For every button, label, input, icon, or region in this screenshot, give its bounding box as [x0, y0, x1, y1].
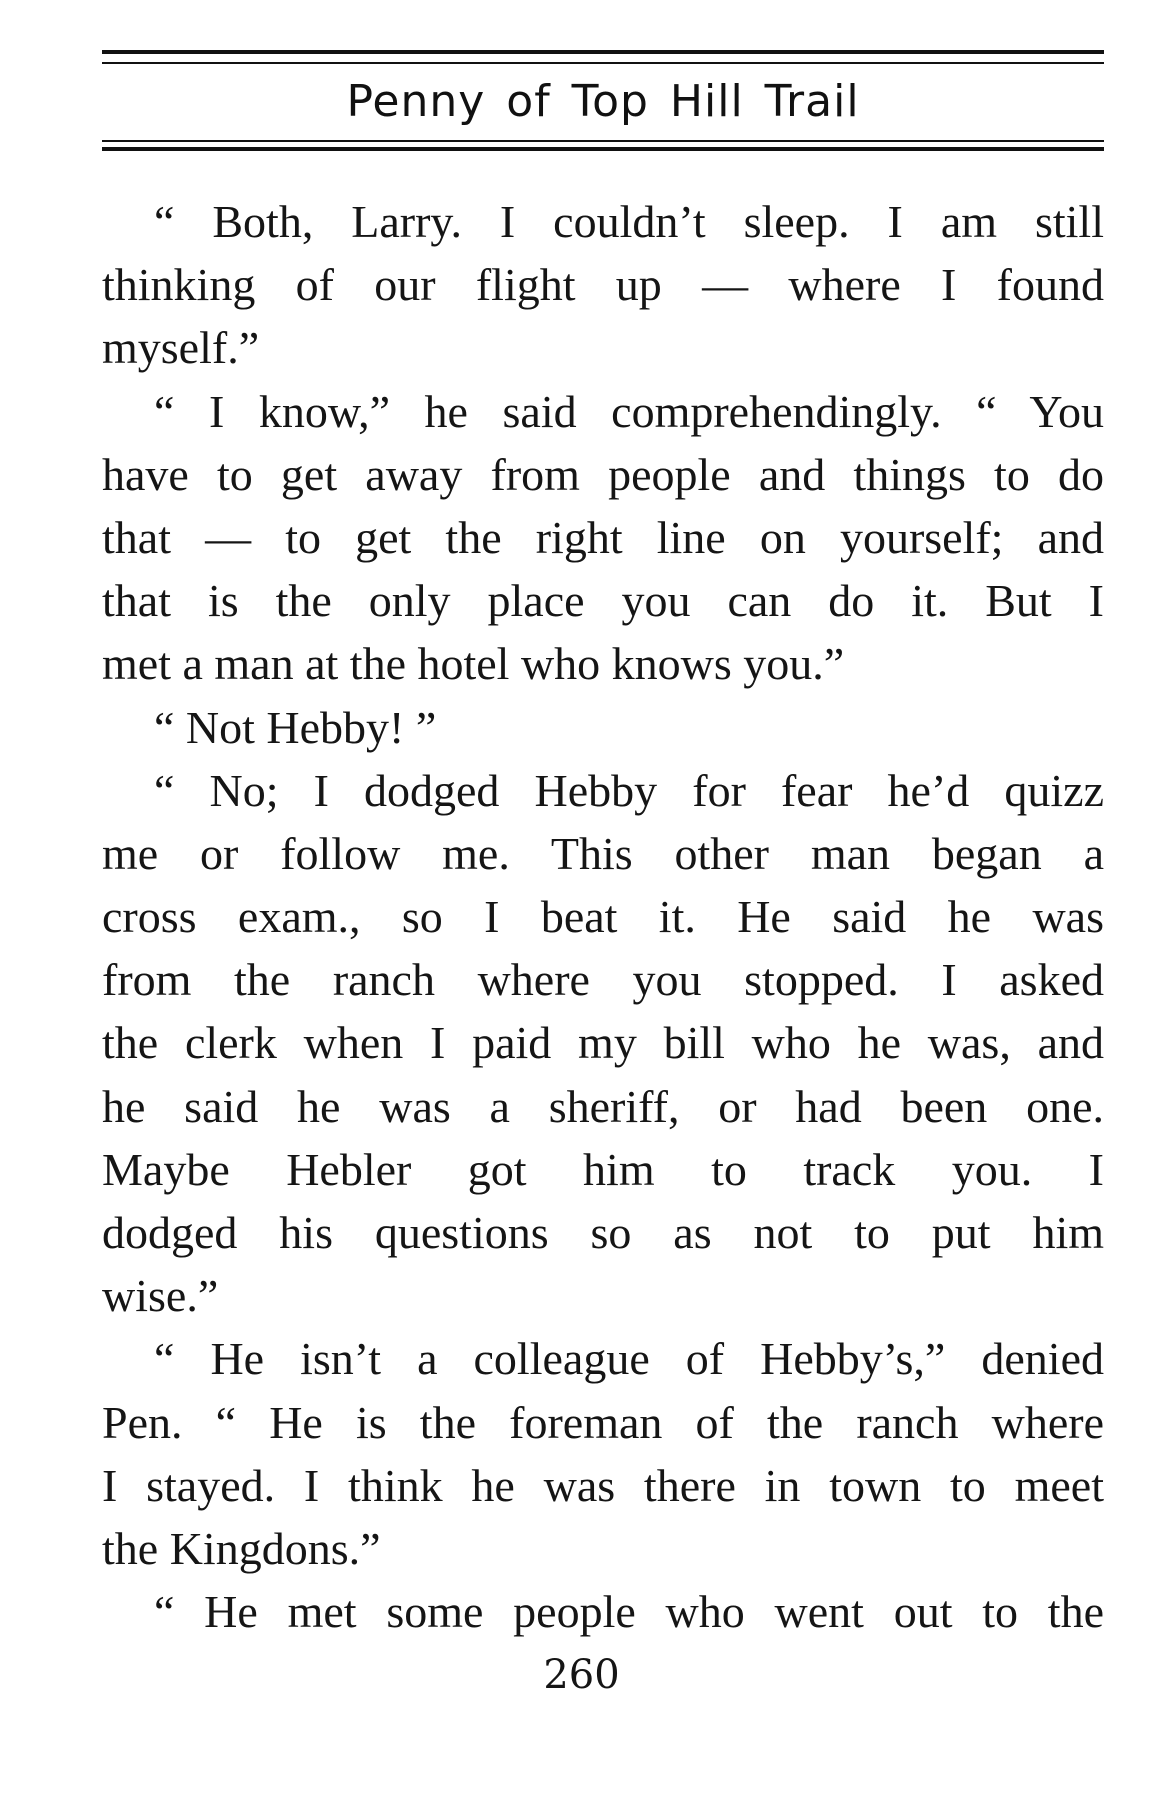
- text-line: “ He met some people who went out to the: [154, 1586, 1104, 1638]
- text-line: wise.”: [102, 1270, 219, 1322]
- text-line: met a man at the hotel who knows you.”: [102, 638, 845, 690]
- text-line: have to get away from people and things to do: [102, 448, 1104, 500]
- text-line: the Kingdons.”: [102, 1522, 381, 1574]
- header-rule-top-thick: [102, 50, 1104, 54]
- text-line: that — to get the right line on yourself; and: [102, 511, 1104, 563]
- text-line: thinking of our flight up — where I found: [102, 259, 1104, 311]
- text-line: myself.”: [102, 322, 260, 374]
- header-rule-top-thin: [102, 62, 1104, 64]
- text-line: “ He isn’t a colleague of Hebby’s,” denied: [154, 1333, 1104, 1385]
- text-line: “ Both, Larry. I couldn’t sleep. I am still: [154, 196, 1104, 247]
- text-line: cross exam., so I beat it. He said he was: [102, 891, 1104, 943]
- running-head: Penny of Top Hill Trail: [346, 76, 860, 127]
- text-line: “ Not Hebby! ”: [154, 701, 437, 753]
- text-line: that is the only place you can do it. But I: [102, 575, 1104, 627]
- text-line: I stayed. I think he was there in town to meet: [102, 1459, 1104, 1511]
- header-rule-bottom-thin: [102, 140, 1104, 142]
- text-line: me or follow me. This other man began a: [102, 827, 1104, 879]
- text-line: from the ranch where you stopped. I asked: [102, 954, 1104, 1006]
- text-line: the clerk when I paid my bill who he was, and: [102, 1017, 1104, 1069]
- header-rule-bottom-thick: [102, 147, 1104, 151]
- page-number: 260: [543, 1652, 620, 1698]
- text-line: Maybe Hebler got him to track you. I: [102, 1143, 1104, 1195]
- text-line: “ I know,” he said comprehendingly. “ You: [154, 385, 1104, 437]
- text-line: he said he was a sheriff, or had been one.: [102, 1080, 1104, 1132]
- body-text: [102, 190, 1104, 1643]
- text-line: Pen. “ He is the foreman of the ranch where: [102, 1396, 1104, 1448]
- text-line: dodged his questions so as not to put him: [102, 1207, 1104, 1258]
- text-line: “ No; I dodged Hebby for fear he’d quizz: [154, 764, 1104, 816]
